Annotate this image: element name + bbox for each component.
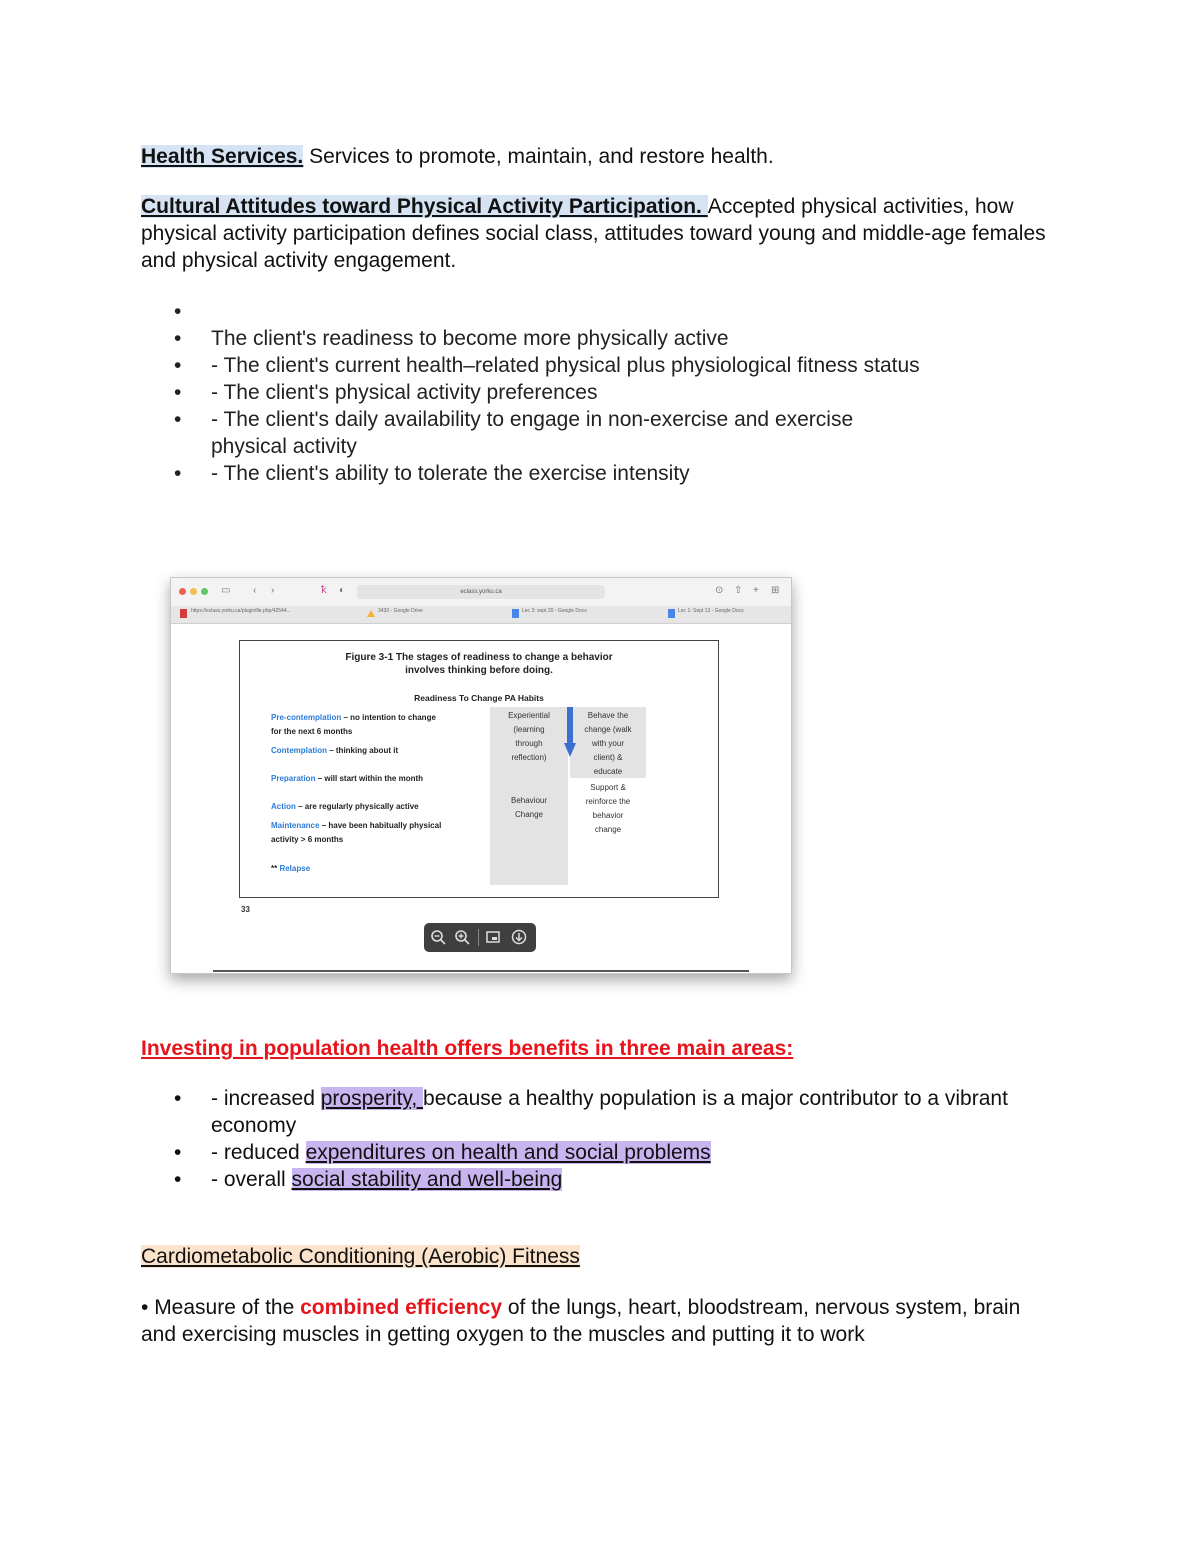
tab-lec1: Lec 1: Sept 13 - Google Docs	[678, 608, 744, 614]
eclass-favicon-icon	[180, 609, 187, 618]
cultural-attitudes-paragraph	[141, 193, 1061, 274]
list-item: • - The client's current health–related physical plus physiological fitness status	[174, 354, 920, 377]
list-item: • The client's readiness to become more physically active	[174, 327, 729, 350]
cardio-paragraph: • Measure of the combined efficiency of the lungs, heart, bloodstream, nervous system, brain and exercising muscles in getting oxygen to the muscles and putting it to work	[141, 1296, 1021, 1346]
new-tab-icon: +	[753, 585, 759, 596]
docs-favicon-icon	[512, 609, 519, 618]
figure-3-1	[239, 640, 719, 898]
population-health-title: Investing in population health offers benefits in three main areas:	[141, 1037, 794, 1060]
zoom-in-icon[interactable]	[454, 929, 470, 945]
extension-icon: ꝁ	[321, 585, 327, 596]
page-divider	[213, 970, 749, 972]
list-item: •	[174, 300, 182, 323]
health-services-definition: Services to promote, maintain, and restore health.	[303, 145, 774, 168]
stage-pre-contemplation-cont: for the next 6 months	[271, 727, 353, 736]
tab-lec3: Lec 3: sept 20 - Google Docs	[522, 608, 587, 614]
tab-eclass: https://eclass.yorku.ca/pluginfile.php/42544...	[191, 608, 291, 614]
list-item: • - overall social stability and well-being	[174, 1168, 563, 1191]
fit-page-icon[interactable]	[485, 929, 501, 945]
cultural-attitudes-term: Cultural Attitudes toward Physical Activity Participation.	[141, 195, 708, 218]
zoom-out-icon[interactable]	[430, 929, 446, 945]
behave-text: Behave the change (walk with your client) & educate	[584, 711, 632, 776]
page-number: 33	[241, 905, 250, 914]
back-icon: ‹	[253, 585, 257, 596]
support-text: Support & reinforce the behavior change	[585, 783, 631, 834]
health-services-term: Health Services.	[141, 145, 304, 168]
url-bar: eclass.yorku.ca	[357, 585, 605, 599]
list-item: • - reduced expenditures on health and social problems	[174, 1141, 711, 1164]
figure-subtitle: Readiness To Change PA Habits	[414, 693, 544, 703]
cultural-attitudes-definition: Accepted physical activities, how physical activity participation defines social class, attitudes toward young and middle-age females and physical activity engagement.	[141, 195, 1046, 272]
cardio-heading-line	[141, 1243, 1061, 1270]
list-item: • - The client's daily availability to engage in non-exercise and exercise physical activity	[174, 408, 854, 458]
maximize-window-icon	[201, 588, 208, 595]
toolbar-divider	[478, 929, 479, 946]
drive-favicon-icon	[367, 610, 375, 617]
download-icon: ⊙	[715, 585, 724, 596]
population-health-list	[174, 1085, 1074, 1193]
stage-pre-contemplation: Pre-contemplation – no intention to change	[271, 713, 436, 722]
download-circle-icon[interactable]	[511, 929, 527, 945]
browser-toolbar	[171, 578, 791, 606]
stage-maintenance-cont: activity > 6 months	[271, 835, 344, 844]
browser-tab-bar	[171, 606, 791, 624]
tab-overview-icon: ⊞	[771, 585, 780, 596]
experiential-text: Experiential (learning through reflection)	[508, 711, 550, 762]
list-item: • - increased prosperity, because a healthy population is a major contributor to a vibrant economy	[174, 1087, 1008, 1137]
list-item: • - The client's physical activity preferences	[174, 381, 598, 404]
tab-google-drive: 3430 - Google Drive	[378, 608, 423, 614]
list-item: • - The client's ability to tolerate the exercise intensity	[174, 462, 690, 485]
pdf-zoom-toolbar	[424, 923, 536, 952]
down-arrow-icon	[564, 707, 576, 759]
embedded-screenshot	[170, 577, 792, 974]
health-services-paragraph	[141, 143, 1061, 170]
cardio-heading: Cardiometabolic Conditioning (Aerobic) Fitness	[141, 1245, 580, 1268]
close-window-icon	[179, 588, 186, 595]
stage-maintenance: Maintenance – have been habitually physical	[271, 821, 442, 830]
docs-favicon-icon	[668, 609, 675, 618]
stage-relapse: ** Relapse	[271, 864, 311, 873]
stage-preparation: Preparation – will start within the month	[271, 774, 424, 783]
sidebar-icon: ▭	[221, 585, 231, 596]
shield-icon: ◐	[339, 585, 346, 596]
figure-title: Figure 3-1 The stages of readiness to change a behavior involves thinking before doing.	[345, 652, 613, 676]
stage-action: Action – are regularly physically active	[271, 802, 419, 811]
forward-icon: ›	[271, 585, 275, 596]
stage-contemplation: Contemplation – thinking about it	[271, 746, 399, 755]
combined-efficiency-emphasis: combined efficiency	[300, 1296, 502, 1319]
share-icon: ⇧	[734, 585, 743, 596]
readiness-list	[174, 298, 1074, 487]
minimize-window-icon	[190, 588, 197, 595]
behaviour-change-text: Behaviour Change	[510, 796, 548, 819]
